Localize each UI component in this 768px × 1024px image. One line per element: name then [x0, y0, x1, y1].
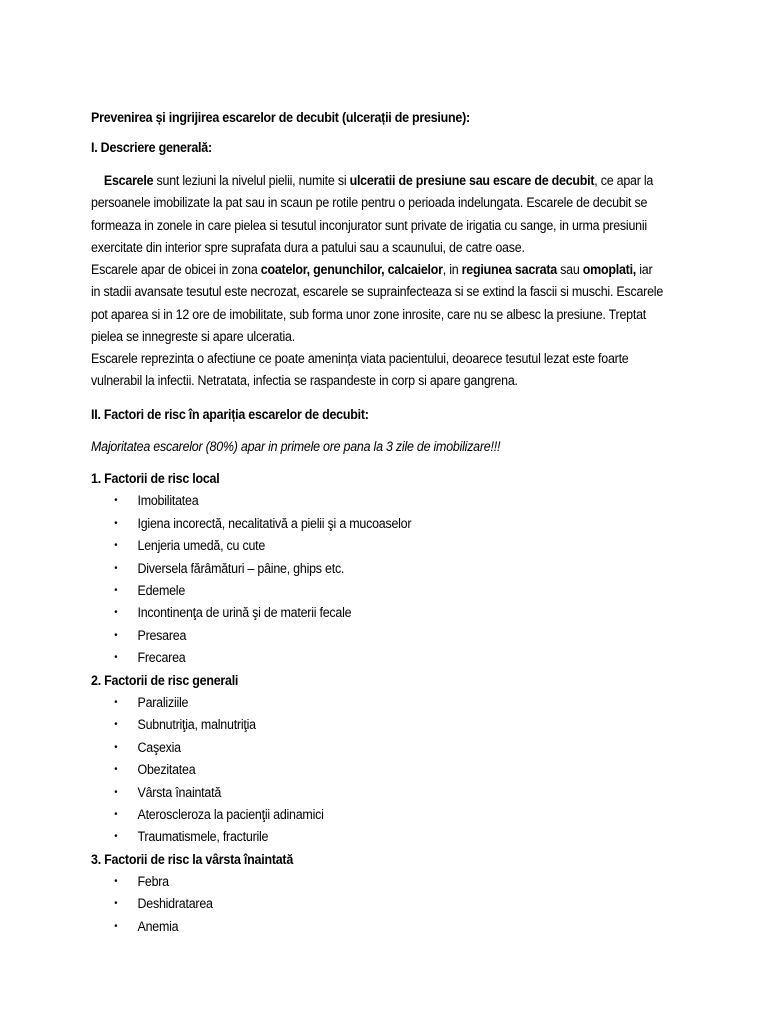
bullet-icon: • — [114, 764, 118, 776]
term-escarele: Escarele — [103, 173, 154, 188]
paragraph-3-line-2: vulnerabil la infectii. Netratata, infectia se raspandeste in corp si apare gangrena. — [91, 373, 518, 389]
section-2-note: Majoritatea escarelor (80%) apar in primele ore pana la 3 zile de imobilizare!!! — [91, 439, 501, 454]
list-item: • Lenjeria umedă, cu cute — [91, 535, 411, 557]
bullet-icon: • — [114, 540, 118, 552]
list-item: • Diversela fărâmături – pâine, ghips etc. — [91, 558, 411, 580]
list-item: • Anemia — [91, 916, 411, 938]
group-3-list — [91, 871, 411, 938]
list-item: • Incontinenţa de urină şi de materii fecale — [91, 602, 411, 624]
list-item: • Caşexia — [91, 737, 411, 759]
list-item: • Febra — [91, 871, 411, 893]
list-item: • Subnutriţia, malnutriţia — [91, 714, 411, 736]
list-item: • Igiena incorectă, necalitativă a pielii şi a mucoaselor — [91, 513, 411, 535]
paragraph-1-line-1: Escarele sunt leziuni la nivelul pielii, numite si ulceratii de presiune sau escare de decubit, ce apar la — [103, 173, 654, 188]
paragraph-2-line-2: in stadii avansate tesutul este necrozat, escarele se suprainfecteaza si se extind la fascii si muschi. Escarele — [91, 284, 664, 300]
term-ulceratii: ulceratii de presiune sau escare de decubit — [349, 173, 595, 188]
bullet-icon: • — [114, 584, 118, 596]
list-item: • Frecarea — [91, 647, 411, 669]
group-1-heading: 1. Factorii de risc local — [91, 471, 220, 486]
paragraph-1 — [91, 170, 653, 259]
list-item: • Vârsta înaintată — [91, 782, 411, 804]
paragraph-2 — [91, 259, 663, 348]
list-item: • Paraliziile — [91, 692, 411, 714]
bullet-icon: • — [114, 719, 118, 731]
risk-factors-list — [91, 468, 411, 938]
paragraph-3-line-1: Escarele reprezinta o afectiune ce poate amenința viata pacientului, deoarece tesutul lezat este foarte — [91, 351, 629, 366]
paragraph-2-line-4: pielea se innegreste si apare ulceratia. — [91, 328, 295, 344]
document-title: Prevenirea și ingrijirea escarelor de decubit (ulcerații de presiune): — [91, 110, 470, 125]
list-item: • Edemele — [91, 580, 411, 602]
paragraph-2-line-1: Escarele apar de obicei in zona coatelor, genunchilor, calcaielor, in regiunea sacrata sau omoplati, iar — [91, 262, 653, 277]
section-2-heading: II. Factori de risc în apariția escarelor de decubit: — [91, 407, 369, 422]
paragraph-3 — [91, 348, 628, 393]
paragraph-1-line-3: formeaza in zonele in care pielea si tesutul inconjurator sunt private de irigatia cu sange, in urma presiunii — [91, 217, 647, 233]
bullet-icon: • — [114, 696, 118, 708]
paragraph-1-line-2: persoanele imobilizate la pat sau in scaun pe rotile pentru o perioada indelungata. Escarele de decubit se — [91, 195, 648, 211]
paragraph-1-line-4: exercitate din interior spre suprafata dura a patului sau a scaunului, de catre oase. — [91, 239, 525, 255]
bullet-icon: • — [114, 808, 118, 820]
bullet-icon: • — [114, 741, 118, 753]
list-item: • Presarea — [91, 625, 411, 647]
bullet-icon: • — [114, 876, 118, 888]
section-1-heading: I. Descriere generală: — [91, 140, 212, 155]
list-item: • Traumatismele, fracturile — [91, 826, 411, 848]
bullet-icon: • — [114, 786, 118, 798]
list-item: • Ateroscleroza la pacienţii adinamici — [91, 804, 411, 826]
list-item: • Obezitatea — [91, 759, 411, 781]
bullet-icon: • — [114, 607, 118, 619]
bullet-icon: • — [114, 920, 118, 932]
bullet-icon: • — [114, 898, 118, 910]
paragraph-2-line-3: pot aparea si in 12 ore de imobilitate, sub forma unor zone inrosite, care nu se albesc la presiune. Treptat — [91, 306, 646, 322]
list-item: • Deshidratarea — [91, 893, 411, 915]
bullet-icon: • — [114, 562, 118, 574]
group-2-list — [91, 692, 411, 849]
bullet-icon: • — [114, 629, 118, 641]
bullet-icon: • — [114, 495, 118, 507]
bullet-icon: • — [114, 652, 118, 664]
group-3-heading: 3. Factorii de risc la vârsta înaintată — [91, 851, 294, 867]
list-item: • Imobilitatea — [91, 490, 411, 512]
bullet-icon: • — [114, 517, 118, 529]
group-1-list — [91, 490, 411, 669]
bullet-icon: • — [114, 831, 118, 843]
group-2-heading: 2. Factorii de risc generali — [91, 672, 239, 688]
